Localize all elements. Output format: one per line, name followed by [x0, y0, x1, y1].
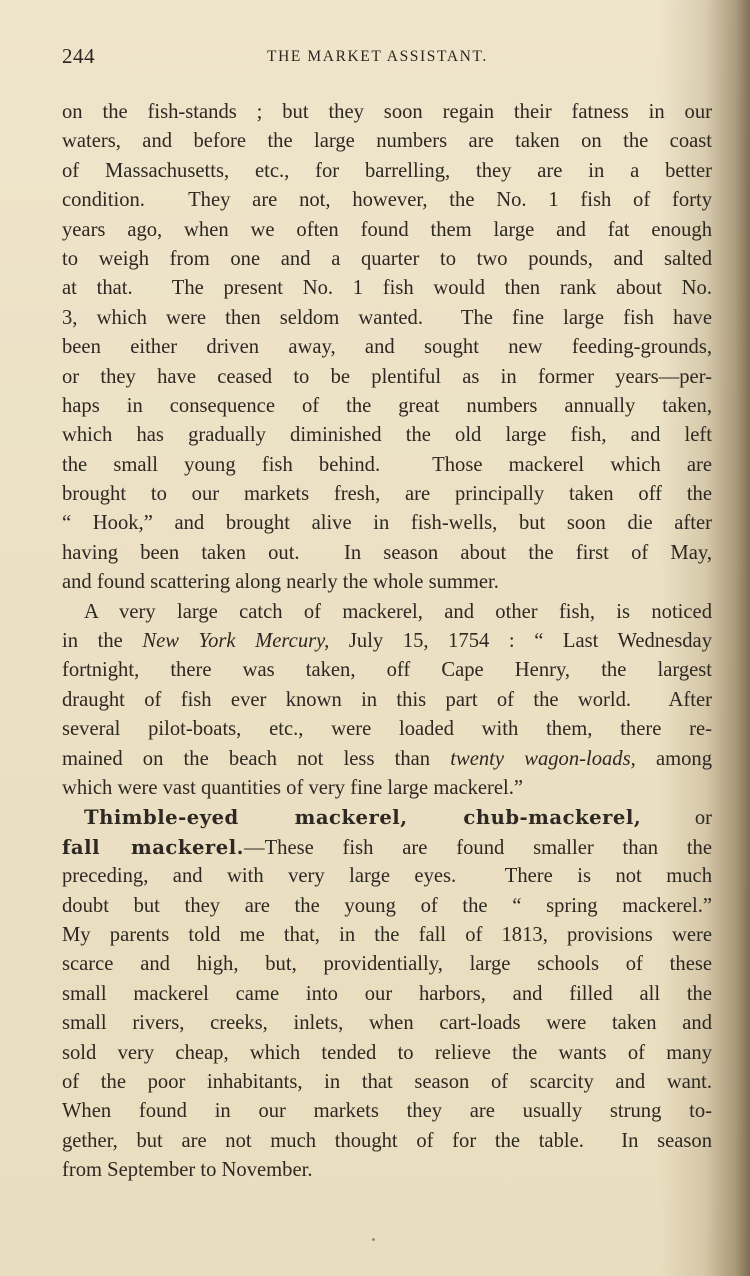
text-line: [62, 921, 712, 950]
text-line: [62, 950, 712, 979]
line-text: fortnight, there was taken, off Cape Henry, the largest: [62, 659, 712, 682]
line-text: which has gradually diminished the old large fish, and left: [62, 424, 712, 447]
text-line: [62, 1127, 712, 1156]
line-text: sold very cheap, which tended to relieve the wants of many: [62, 1041, 712, 1064]
page-number: 244: [62, 44, 95, 68]
line-text: July 15, 1754 : “ Last Wednesday: [329, 630, 712, 653]
text-line: [62, 892, 712, 921]
text-line: [62, 98, 712, 127]
section-heading: fall mackerel.: [62, 835, 244, 859]
running-head: [62, 44, 712, 70]
italic-text: twenty wagon-loads,: [450, 747, 636, 770]
text-line: [62, 509, 712, 538]
text-line: [62, 598, 712, 627]
text-line: [62, 627, 712, 656]
text-line: [62, 686, 712, 715]
text-line: [62, 1009, 712, 1038]
line-text: of the poor inhabitants, in that season of scarcity and want.: [62, 1070, 712, 1093]
text-line: [62, 1156, 712, 1185]
line-text: scarce and high, but, providentially, large schools of these: [62, 953, 712, 976]
text-line: [62, 480, 712, 509]
line-text: and found scattering along nearly the whole summer.: [62, 571, 499, 594]
text-line: [62, 392, 712, 421]
line-text: small rivers, creeks, inlets, when cart-loads were taken and: [62, 1012, 712, 1035]
line-text: small mackerel came into our harbors, and filled all the: [62, 982, 712, 1005]
text-line: [62, 568, 712, 597]
line-text: having been taken out. In season about the first of May,: [62, 541, 712, 564]
text-line: [62, 833, 712, 862]
text-line: [62, 862, 712, 891]
line-text: among: [635, 747, 713, 770]
line-text: preceding, and with very large eyes. There is not much: [62, 865, 712, 888]
text-line: [62, 1068, 712, 1097]
line-text: draught of fish ever known in this part of the world. After: [62, 688, 712, 711]
line-text: waters, and before the large numbers are taken on the coast: [62, 130, 712, 153]
running-title: THE MARKET ASSISTANT.: [267, 48, 488, 65]
text-line: [62, 745, 712, 774]
line-text: gether, but are not much thought of for the table. In season: [62, 1129, 712, 1152]
line-text: haps in consequence of the great numbers annually taken,: [62, 394, 712, 417]
line-text: or they have ceased to be plentiful as in former years—per-: [62, 365, 712, 388]
text-line: [62, 274, 712, 303]
line-text: brought to our markets fresh, are principally taken off the: [62, 483, 712, 506]
line-text: which were vast quantities of very fine large mackerel.”: [62, 776, 524, 799]
line-text: condition. They are not, however, the No. 1 fish of forty: [62, 189, 712, 212]
line-text: or: [641, 807, 712, 830]
line-text: A very large catch of mackerel, and other fish, is noticed: [84, 600, 712, 623]
text-line: [62, 363, 712, 392]
line-text: 3, which were then seldom wanted. The fine large fish have: [62, 306, 712, 329]
text-line: [62, 1039, 712, 1068]
text-line: [62, 1097, 712, 1126]
text-line: [62, 127, 712, 156]
text-line: [62, 539, 712, 568]
text-line: [62, 421, 712, 450]
line-text: —These fish are found smaller than the: [243, 836, 712, 859]
line-text: doubt but they are the young of the “ spring mackerel.”: [62, 894, 712, 917]
line-text: mained on the beach not less than: [62, 747, 451, 770]
section-heading: Thimble-eyed mackerel, chub-mackerel,: [84, 806, 642, 830]
text-line: [62, 715, 712, 744]
text-line: [62, 157, 712, 186]
line-text: from September to November.: [62, 1159, 313, 1182]
line-text: the small young fish behind. Those mackerel which are: [62, 453, 712, 476]
text-line: [62, 304, 712, 333]
line-text: on the fish-stands ; but they soon regain their fatness in our: [62, 101, 712, 123]
body-text: [62, 98, 712, 1185]
text-line: [62, 216, 712, 245]
text-line: [62, 186, 712, 215]
text-line: [62, 774, 712, 803]
text-line: [62, 245, 712, 274]
paper-speck: [372, 1238, 375, 1241]
line-text: been either driven away, and sought new feeding-grounds,: [62, 336, 712, 359]
text-line: [62, 451, 712, 480]
line-text: My parents told me that, in the fall of 1813, provisions were: [62, 923, 712, 946]
text-line: [62, 333, 712, 362]
line-text: “ Hook,” and brought alive in fish-wells, but soon die after: [62, 512, 712, 535]
line-text: of Massachusetts, etc., for barrelling, they are in a better: [62, 159, 712, 182]
text-line: [62, 980, 712, 1009]
line-text: to weigh from one and a quarter to two pounds, and salted: [62, 247, 712, 270]
line-text: years ago, when we often found them large and fat enough: [62, 218, 712, 241]
line-text: several pilot-boats, etc., were loaded with them, there re-: [62, 718, 712, 741]
text-line: [62, 803, 712, 832]
italic-text: New York Mercury,: [142, 630, 330, 653]
line-text: at that. The present No. 1 fish would then rank about No.: [62, 277, 712, 300]
line-text: When found in our markets they are usually strung to-: [62, 1100, 712, 1123]
line-text: in the: [62, 630, 143, 653]
text-line: [62, 656, 712, 685]
